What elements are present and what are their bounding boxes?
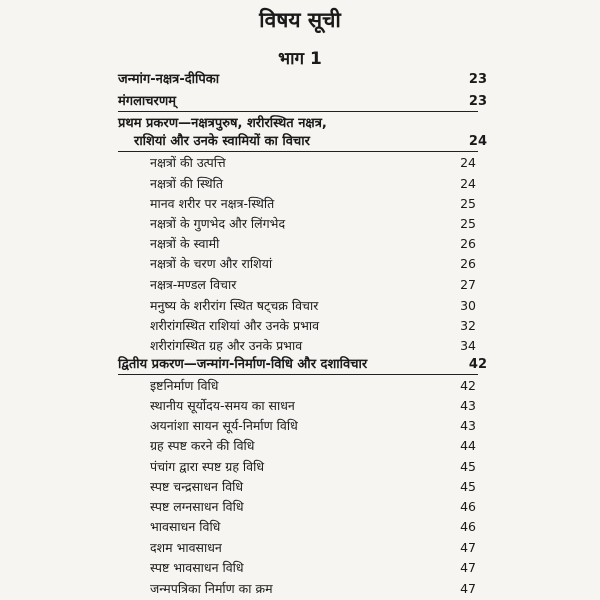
toc-entry-title: स्थानीय सूर्योदय-समय का साधन [150, 398, 295, 413]
toc-entry-page: 46 [460, 519, 476, 534]
toc-entry-title: जन्मांग-नक्षत्र-दीपिका [118, 72, 220, 87]
page-title: विषय सूची [259, 8, 341, 32]
toc-entry-page: 47 [460, 581, 476, 596]
toc-entry-title: स्पष्ट लग्नसाधन विधि [150, 499, 244, 514]
toc-entry-title: जन्मपत्रिका निर्माण का क्रम [150, 581, 273, 596]
toc-entry-page: 26 [460, 256, 476, 271]
toc-entry-page: 43 [460, 418, 476, 433]
toc-entry-title: स्पष्ट भावसाधन विधि [150, 560, 244, 575]
toc-entry-title: पंचांग द्वारा स्पष्ट ग्रह विधि [150, 459, 265, 474]
toc-entry-title: स्पष्ट चन्द्रसाधन विधि [150, 479, 244, 494]
toc-entry-page: 24 [460, 176, 476, 191]
toc-entry-page: 43 [460, 398, 476, 413]
toc-entry-title: भावसाधन विधि [150, 519, 221, 534]
toc-entry-page: 44 [460, 438, 476, 453]
toc-entry-title: नक्षत्रों की उत्पत्ति [150, 155, 226, 170]
toc-entry-title: मनुष्य के शरीरांग स्थित षट्चक्र विचार [150, 298, 319, 313]
toc-entry-page: 25 [460, 196, 476, 211]
toc-entry-page: 27 [460, 277, 476, 292]
toc-entry-page: 46 [460, 499, 476, 514]
toc-entry-title: इष्टनिर्माण विधि [150, 378, 219, 393]
toc-entry-page: 42 [460, 378, 476, 393]
toc-entry-title: ग्रह स्पष्ट करने की विधि [150, 438, 255, 453]
toc-entry-title: राशियां और उनके स्वामियों का विचार [134, 134, 310, 149]
toc-entry-page: 24 [460, 155, 476, 170]
toc-entry-title: दशम भावसाधन [150, 540, 222, 555]
toc-entry-title: नक्षत्र-मण्डल विचार [150, 277, 237, 292]
toc-entry-title: द्वितीय प्रकरण—जन्मांग-निर्माण-विधि और दशाविचार [118, 357, 368, 372]
toc-entry-page: 34 [460, 338, 476, 353]
toc-entry-page: 32 [460, 318, 476, 333]
toc-entry-title: नक्षत्रों के गुणभेद और लिंगभेद [150, 216, 286, 231]
toc-entry-page: 45 [460, 459, 476, 474]
toc-entry-title: मंगलाचरणम् [118, 94, 177, 109]
toc-entry-page: 42 [468, 357, 487, 372]
toc-entry-page: 23 [468, 72, 487, 87]
part-heading: भाग 1 [278, 49, 322, 69]
toc-entry-title: मानव शरीर पर नक्षत्र-स्थिति [150, 196, 275, 211]
toc-entry-page: 23 [468, 94, 487, 109]
underline-rule [118, 374, 478, 375]
toc-entry-page: 30 [460, 298, 476, 313]
toc-entry-page: 45 [460, 479, 476, 494]
toc-entry-title: प्रथम प्रकरण—नक्षत्रपुरुष, शरीरस्थित नक्षत्र, [118, 116, 327, 131]
toc-entry-title: नक्षत्रों की स्थिति [150, 176, 224, 191]
toc-entry-title: शरीरांगस्थित राशियां और उनके प्रभाव [150, 318, 320, 333]
underline-rule [118, 151, 478, 152]
toc-entry-title: अयनांशा सायन सूर्य-निर्माण विधि [150, 418, 298, 433]
toc-entry-page: 25 [460, 216, 476, 231]
toc-entry-page: 47 [460, 540, 476, 555]
toc-entry-title: शरीरांगस्थित ग्रह और उनके प्रभाव [150, 338, 303, 353]
toc-entry-page: 26 [460, 236, 476, 251]
toc-entry-page: 47 [460, 560, 476, 575]
underline-rule [118, 111, 478, 112]
toc-entry-page: 24 [468, 134, 487, 149]
toc-entry-title: नक्षत्रों के चरण और राशियां [150, 256, 273, 271]
toc-entry-title: नक्षत्रों के स्वामी [150, 236, 220, 251]
